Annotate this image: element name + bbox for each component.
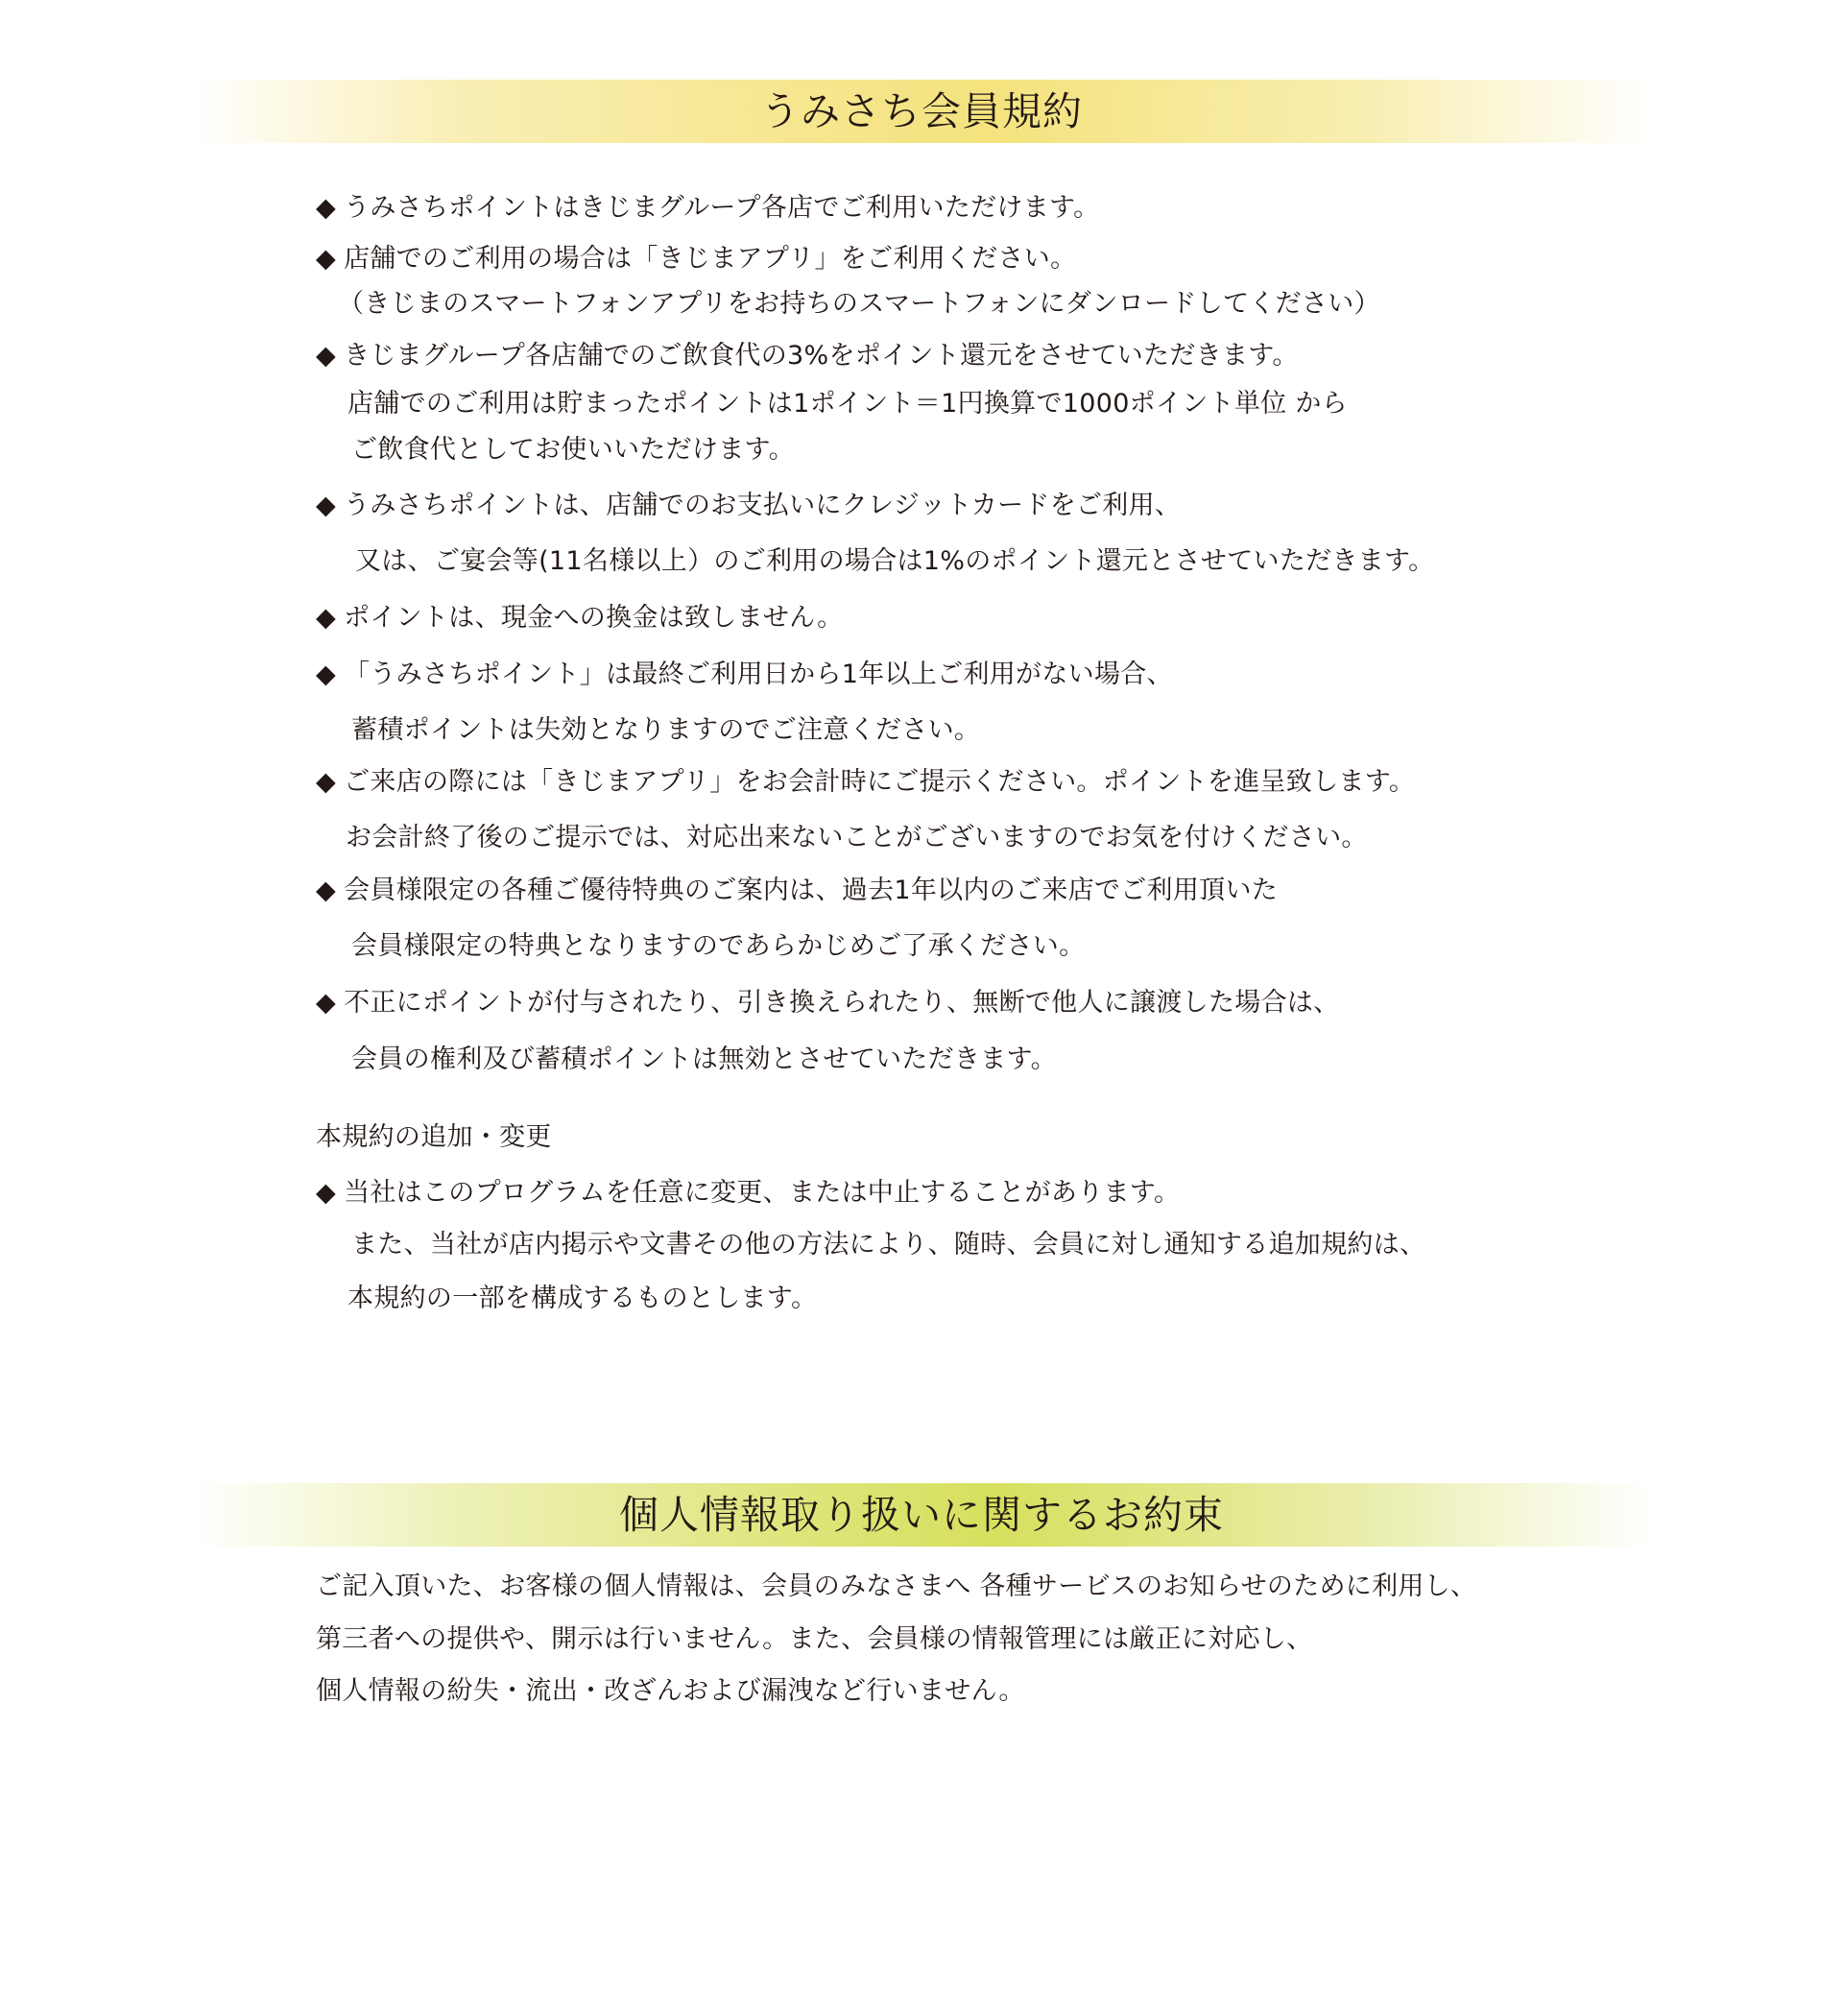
term-line-13: お会計終了後のご提示では、対応出来ないことがございますのでお気を付けください。: [346, 823, 1368, 852]
term-line-17: 会員の権利及び蓄積ポイントは無効とさせていただきます。: [351, 1044, 1057, 1074]
term-line-1: ◆ うみさちポイントはきじまグループ各店でご利用いただけます。: [316, 193, 1100, 223]
diamond-bullet-icon: ◆: [316, 341, 337, 371]
membership-terms-title: うみさち会員規約: [760, 87, 1083, 134]
amendment-line-3: 本規約の一部を構成するものとします。: [347, 1284, 818, 1313]
diamond-bullet-icon: ◆: [316, 876, 337, 905]
diamond-bullet-icon: ◆: [316, 988, 337, 1018]
privacy-line-1: ご記入頂いた、お客様の個人情報は、会員のみなさまへ 各種サービスのお知らせのために利用し、: [316, 1572, 1477, 1601]
privacy-policy-banner: [192, 1483, 1651, 1547]
term-line-11: 蓄積ポイントは失効となりますのでご注意ください。: [351, 715, 981, 745]
term-line-3: （きじまのスマートフォンアプリをお持ちのスマートフォンにダンロードしてください）: [338, 289, 1380, 319]
term-line-4: ◆ きじまグループ各店舗でのご飲食代の3%をポイント還元をさせていただきます。: [316, 341, 1299, 371]
term-line-14: ◆ 会員様限定の各種ご優待特典のご案内は、過去1年以内のご来店でご利用頂いた: [316, 876, 1279, 905]
term-line-2: ◆ 店舗でのご利用の場合は「きじまアプリ」をご利用ください。: [316, 244, 1077, 274]
term-line-5: 店舗でのご利用は貯まったポイントは1ポイント＝1円換算で1000ポイント単位 から: [347, 389, 1348, 419]
term-line-6: ご飲食代としてお使いいただけます。: [351, 435, 795, 465]
diamond-bullet-icon: ◆: [316, 603, 337, 633]
term-line-12: ◆ ご来店の際には「きじまアプリ」をお会計時にご提示ください。ポイントを進呈致します。: [316, 767, 1416, 797]
terms-amendment-heading: 本規約の追加・変更: [316, 1122, 552, 1152]
term-line-15: 会員様限定の特典となりますのであらかじめご了承ください。: [351, 931, 1086, 961]
diamond-bullet-icon: ◆: [316, 491, 337, 520]
term-line-10: ◆ 「うみさちポイント」は最終ご利用日から1年以上ご利用がない場合、: [316, 660, 1173, 689]
diamond-bullet-icon: ◆: [316, 244, 337, 274]
diamond-bullet-icon: ◆: [316, 193, 337, 223]
amendment-line-2: また、当社が店内掲示や文書その他の方法により、随時、会員に対し通知する追加規約は、: [351, 1230, 1426, 1260]
membership-terms-banner: [192, 80, 1651, 143]
privacy-line-2: 第三者への提供や、開示は行いません。また、会員様の情報管理には厳正に対応し、: [316, 1624, 1313, 1654]
term-line-7: ◆ うみさちポイントは、店舗でのお支払いにクレジットカードをご利用、: [316, 491, 1182, 520]
diamond-bullet-icon: ◆: [316, 767, 337, 797]
term-line-9: ◆ ポイントは、現金への換金は致しません。: [316, 603, 844, 633]
privacy-policy-title: 個人情報取り扱いに関するお約束: [619, 1491, 1224, 1538]
term-line-8: 又は、ご宴会等(11名様以上）のご利用の場合は1%のポイント還元とさせていただきます。: [355, 546, 1435, 576]
term-line-16: ◆ 不正にポイントが付与されたり、引き換えられたり、無断で他人に譲渡した場合は、: [316, 988, 1340, 1018]
diamond-bullet-icon: ◆: [316, 660, 337, 689]
privacy-line-3: 個人情報の紛失・流出・改ざんおよび漏洩など行いません。: [316, 1676, 1025, 1706]
diamond-bullet-icon: ◆: [316, 1178, 337, 1208]
amendment-line-1: ◆ 当社はこのプログラムを任意に変更、または中止することがあります。: [316, 1178, 1181, 1208]
